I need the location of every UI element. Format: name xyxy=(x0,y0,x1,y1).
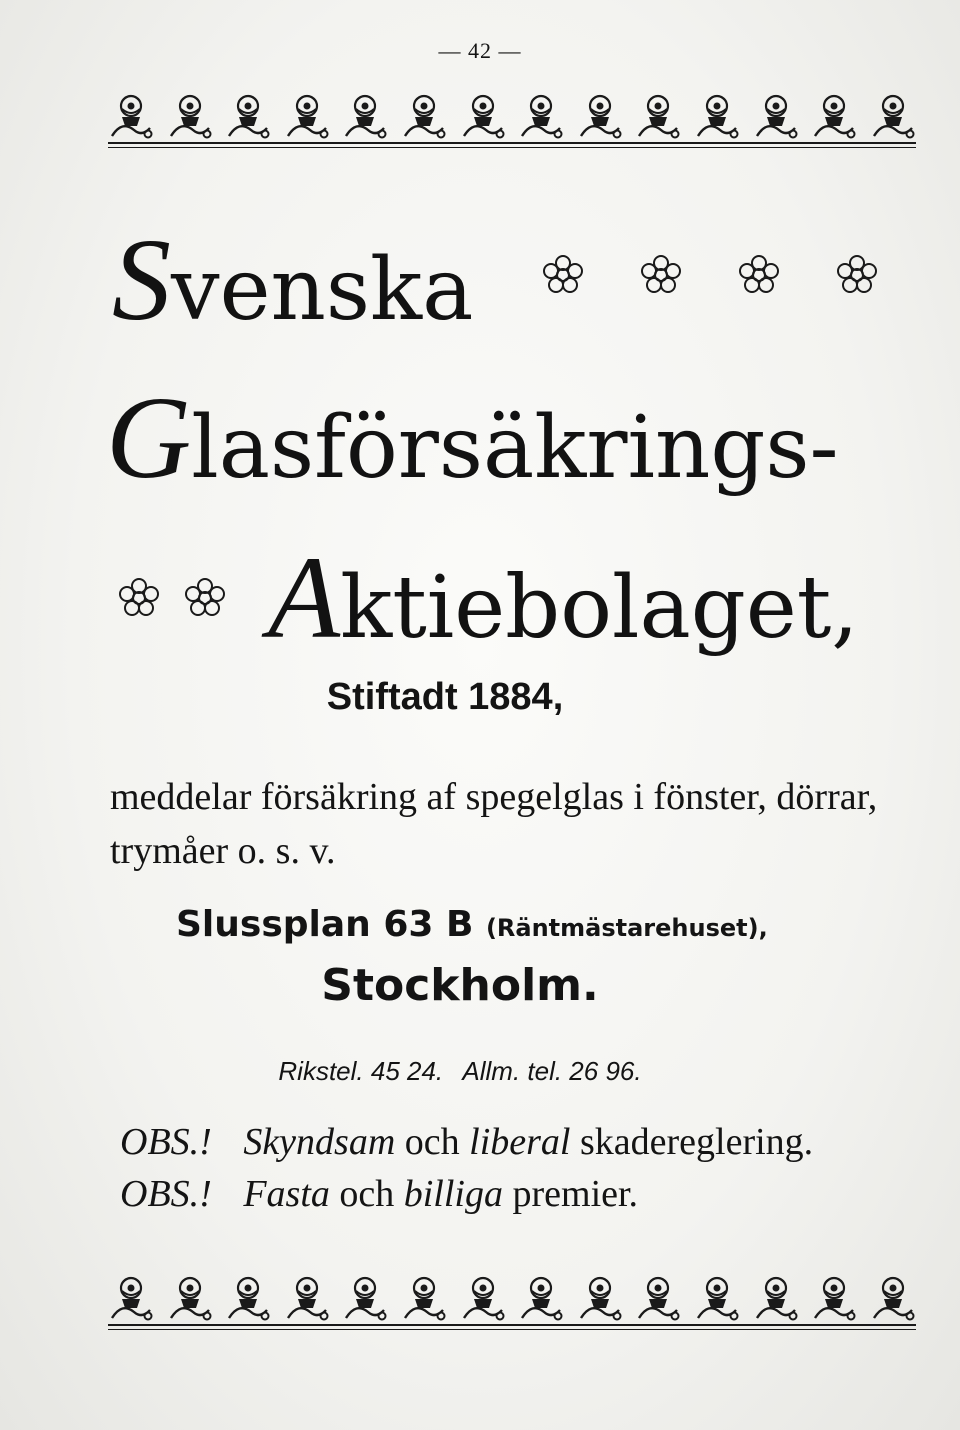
flower-pot-ornament-icon xyxy=(811,1272,857,1322)
flower-pot-ornament-icon xyxy=(108,90,154,140)
flower-pot-ornament-icon xyxy=(635,1272,681,1322)
title-line-aktiebolaget xyxy=(116,530,859,666)
flower-pot-ornament-icon xyxy=(870,1272,916,1322)
flower-pot-ornament-icon xyxy=(694,1272,740,1322)
rosette-row xyxy=(540,252,880,298)
title-initial: G xyxy=(106,372,192,503)
flower-pot-ornament-icon xyxy=(577,90,623,140)
flower-pot-ornament-icon xyxy=(108,1272,154,1322)
rosette-icon xyxy=(736,252,782,298)
street-address xyxy=(176,904,768,945)
obs-word: skadereglering. xyxy=(579,1121,814,1163)
top-ornament-border xyxy=(108,90,916,150)
border-rule-thin xyxy=(108,1329,916,1330)
obs-word: och xyxy=(339,1173,395,1215)
rosette-icon xyxy=(540,252,586,298)
flower-pot-ornament-icon xyxy=(284,1272,330,1322)
building-name: (Räntmästarehuset), xyxy=(485,914,768,942)
title-initial: A xyxy=(268,532,341,663)
obs-label: OBS.! xyxy=(120,1173,212,1215)
phone-numbers xyxy=(0,1056,960,1087)
rosette-pair xyxy=(116,575,228,621)
obs-word: Skyndsam xyxy=(243,1121,396,1163)
ornament-strip xyxy=(108,1272,916,1324)
ornament-strip xyxy=(108,90,916,142)
flower-pot-ornament-icon xyxy=(225,90,271,140)
title-line-glasforsakrings xyxy=(106,370,839,506)
street: Slussplan 63 B xyxy=(176,904,474,945)
flower-pot-ornament-icon xyxy=(401,90,447,140)
rosette-icon xyxy=(834,252,880,298)
city: Stockholm. xyxy=(321,960,599,1011)
obs-word: och xyxy=(404,1121,460,1163)
rosette-icon xyxy=(638,252,684,298)
obs-label: OBS.! xyxy=(120,1121,212,1163)
title-initial: S xyxy=(112,214,171,345)
flower-pot-ornament-icon xyxy=(284,90,330,140)
obs-word: liberal xyxy=(469,1121,571,1163)
title-word: ktiebolaget, xyxy=(340,558,859,658)
obs-word: billiga xyxy=(403,1173,503,1215)
allm-phone: Allm. tel. 26 96. xyxy=(462,1056,642,1086)
founded-year: Stiftadt 1884, xyxy=(326,676,564,718)
flower-pot-ornament-icon xyxy=(753,1272,799,1322)
flower-pot-ornament-icon xyxy=(753,90,799,140)
rosette-icon xyxy=(116,575,162,621)
flower-pot-ornament-icon xyxy=(167,1272,213,1322)
bottom-ornament-border xyxy=(108,1272,916,1332)
title-line-svenska xyxy=(112,212,473,348)
flower-pot-ornament-icon xyxy=(225,1272,271,1322)
obs-word: premier. xyxy=(512,1173,639,1215)
rikstel-phone: Rikstel. 45 24. xyxy=(278,1056,444,1086)
flower-pot-ornament-icon xyxy=(401,1272,447,1322)
border-rule-thin xyxy=(108,147,916,148)
flower-pot-ornament-icon xyxy=(518,90,564,140)
obs-line-1 xyxy=(120,1120,813,1164)
flower-pot-ornament-icon xyxy=(811,90,857,140)
description-text: meddelar försäkring af spegelglas i fönster, dörrar, trymåer o. s. v. xyxy=(110,776,878,872)
obs-word: Fasta xyxy=(243,1173,330,1215)
obs-line-2 xyxy=(120,1172,638,1216)
flower-pot-ornament-icon xyxy=(577,1272,623,1322)
page-number: — 42 — xyxy=(438,38,522,63)
title-word: venska xyxy=(171,240,474,340)
flower-pot-ornament-icon xyxy=(518,1272,564,1322)
border-rule xyxy=(108,142,916,144)
flower-pot-ornament-icon xyxy=(460,90,506,140)
flower-pot-ornament-icon xyxy=(167,90,213,140)
flower-pot-ornament-icon xyxy=(635,90,681,140)
flower-pot-ornament-icon xyxy=(870,90,916,140)
flower-pot-ornament-icon xyxy=(342,1272,388,1322)
flower-pot-ornament-icon xyxy=(460,1272,506,1322)
title-word: lasförsäkrings- xyxy=(191,398,839,498)
rosette-icon xyxy=(182,575,228,621)
border-rule xyxy=(108,1324,916,1326)
flower-pot-ornament-icon xyxy=(694,90,740,140)
flower-pot-ornament-icon xyxy=(342,90,388,140)
